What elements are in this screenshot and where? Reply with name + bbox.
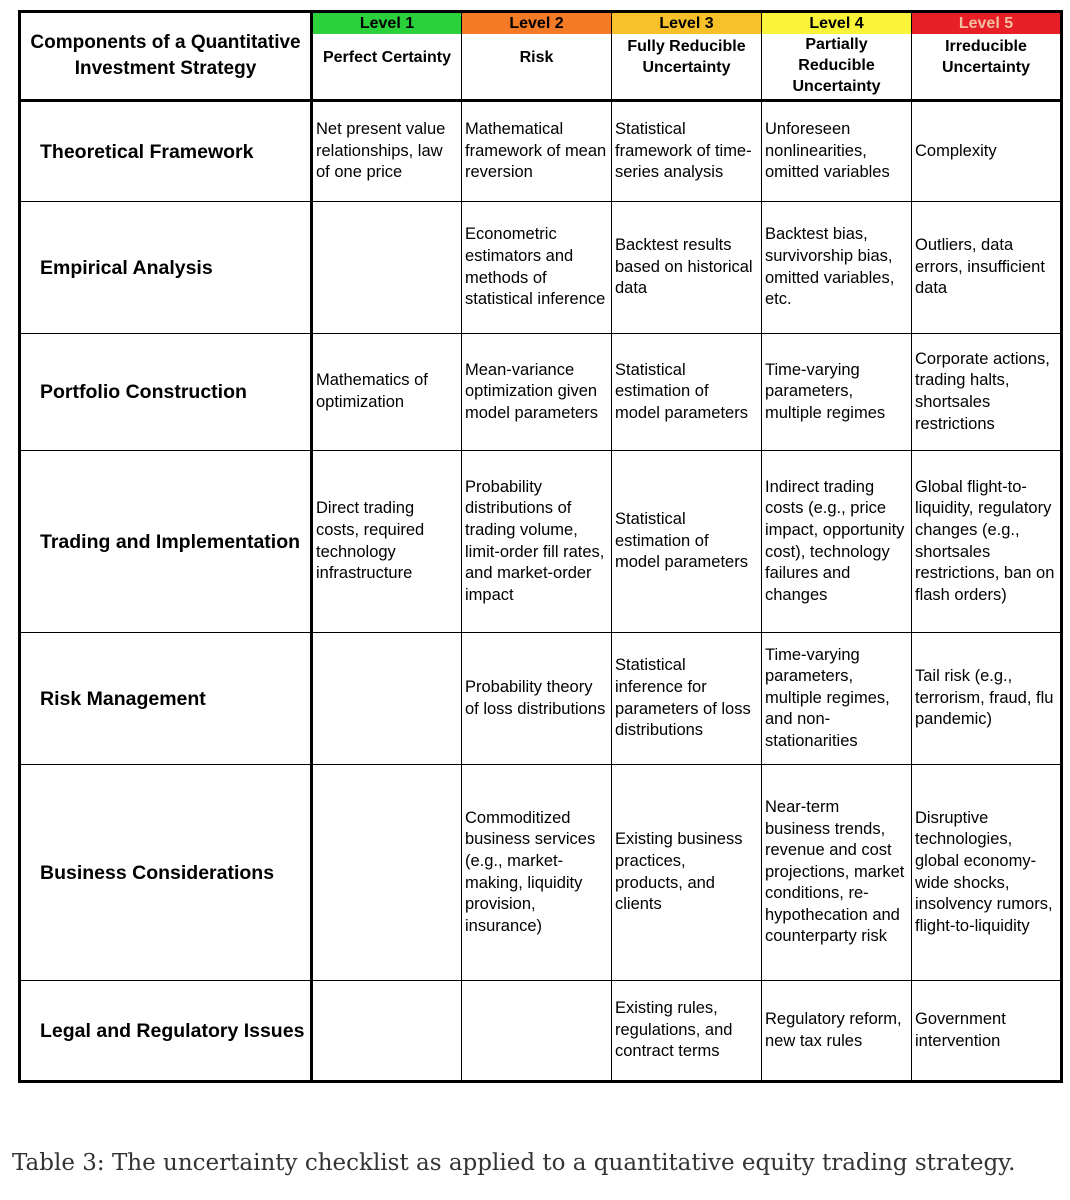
components-header: Components of a Quantitative Investment Strategy xyxy=(20,12,312,101)
table-caption: Table 3: The uncertainty checklist as applied to a quantitative equity trading strategy. xyxy=(12,1150,1016,1176)
table-cell xyxy=(312,765,462,981)
table-cell: Unforeseen nonlinearities, omitted variables xyxy=(762,101,912,202)
level-badge: Level 5 xyxy=(912,13,1060,34)
component-name: Theoretical Framework xyxy=(20,101,312,202)
table-cell xyxy=(312,633,462,765)
table-cell: Near-term business trends, revenue and cost projections, market conditions, re-hypothecation and counterparty risk xyxy=(762,765,912,981)
table-cell: Mathematics of optimization xyxy=(312,334,462,451)
table-row xyxy=(20,451,1062,633)
level-title: Irreducible Uncertainty xyxy=(941,38,1031,76)
table-cell: Commoditized business services (e.g., market-making, liquidity provision, insurance) xyxy=(462,765,612,981)
table-cell: Time-varying parameters, multiple regimes xyxy=(762,334,912,451)
component-name: Risk Management xyxy=(20,633,312,765)
table-cell: Indirect trading costs (e.g., price impact, opportunity cost), technology failures and changes xyxy=(762,451,912,633)
component-name: Legal and Regulatory Issues xyxy=(20,981,312,1082)
table-cell: Global flight-to-liquidity, regulatory changes (e.g., shortsales restrictions, ban on flash orders) xyxy=(912,451,1062,633)
table-cell: Existing business practices, products, and clients xyxy=(612,765,762,981)
level-badge: Level 3 xyxy=(612,13,761,34)
table-cell: Complexity xyxy=(912,101,1062,202)
level-header-1 xyxy=(312,12,462,101)
component-name: Empirical Analysis xyxy=(20,202,312,334)
table-cell: Regulatory reform, new tax rules xyxy=(762,981,912,1082)
level-title: Partially Reducible Uncertainty xyxy=(792,36,881,95)
table-cell: Statistical estimation of model parameters xyxy=(612,451,762,633)
table-cell xyxy=(462,981,612,1082)
level-title: Fully Reducible Uncertainty xyxy=(627,38,746,76)
table-cell: Econometric estimators and methods of statistical inference xyxy=(462,202,612,334)
table-cell: Government intervention xyxy=(912,981,1062,1082)
table-cell: Backtest bias, survivorship bias, omitted variables, etc. xyxy=(762,202,912,334)
level-header-2 xyxy=(462,12,612,101)
level-header-3 xyxy=(612,12,762,101)
table-cell: Existing rules, regulations, and contract terms xyxy=(612,981,762,1082)
table-row xyxy=(20,765,1062,981)
table-cell: Outliers, data errors, insufficient data xyxy=(912,202,1062,334)
table-cell: Tail risk (e.g., terrorism, fraud, flu pandemic) xyxy=(912,633,1062,765)
table-cell: Time-varying parameters, multiple regimes, and non-stationarities xyxy=(762,633,912,765)
table-cell: Probability theory of loss distributions xyxy=(462,633,612,765)
level-badge: Level 4 xyxy=(762,13,911,34)
table-cell: Mathematical framework of mean reversion xyxy=(462,101,612,202)
table-cell: Disruptive technologies, global economy-wide shocks, insolvency rumors, flight-to-liquidity xyxy=(912,765,1062,981)
table-cell: Backtest results based on historical data xyxy=(612,202,762,334)
level-title: Perfect Certainty xyxy=(322,49,452,66)
table-cell: Direct trading costs, required technology infrastructure xyxy=(312,451,462,633)
table-cell: Statistical estimation of model parameters xyxy=(612,334,762,451)
level-badge: Level 2 xyxy=(462,13,611,34)
table-row xyxy=(20,633,1062,765)
table-cell xyxy=(312,981,462,1082)
table-header-row xyxy=(20,12,1062,101)
table-cell: Mean-variance optimization given model parameters xyxy=(462,334,612,451)
table-row xyxy=(20,101,1062,202)
uncertainty-checklist-table xyxy=(18,10,1063,1083)
table-row xyxy=(20,981,1062,1082)
level-title: Risk xyxy=(519,49,554,66)
table-row xyxy=(20,334,1062,451)
table-cell: Statistical inference for parameters of loss distributions xyxy=(612,633,762,765)
table-cell: Net present value relationships, law of one price xyxy=(312,101,462,202)
table-cell xyxy=(312,202,462,334)
table-cell: Probability distributions of trading volume, limit-order fill rates, and market-order impact xyxy=(462,451,612,633)
table-cell: Statistical framework of time-series analysis xyxy=(612,101,762,202)
level-header-4 xyxy=(762,12,912,101)
level-header-5 xyxy=(912,12,1062,101)
component-name: Trading and Implementation xyxy=(20,451,312,633)
level-badge: Level 1 xyxy=(313,13,461,34)
component-name: Business Considerations xyxy=(20,765,312,981)
component-name: Portfolio Construction xyxy=(20,334,312,451)
table-cell: Corporate actions, trading halts, shortsales restrictions xyxy=(912,334,1062,451)
table-row xyxy=(20,202,1062,334)
